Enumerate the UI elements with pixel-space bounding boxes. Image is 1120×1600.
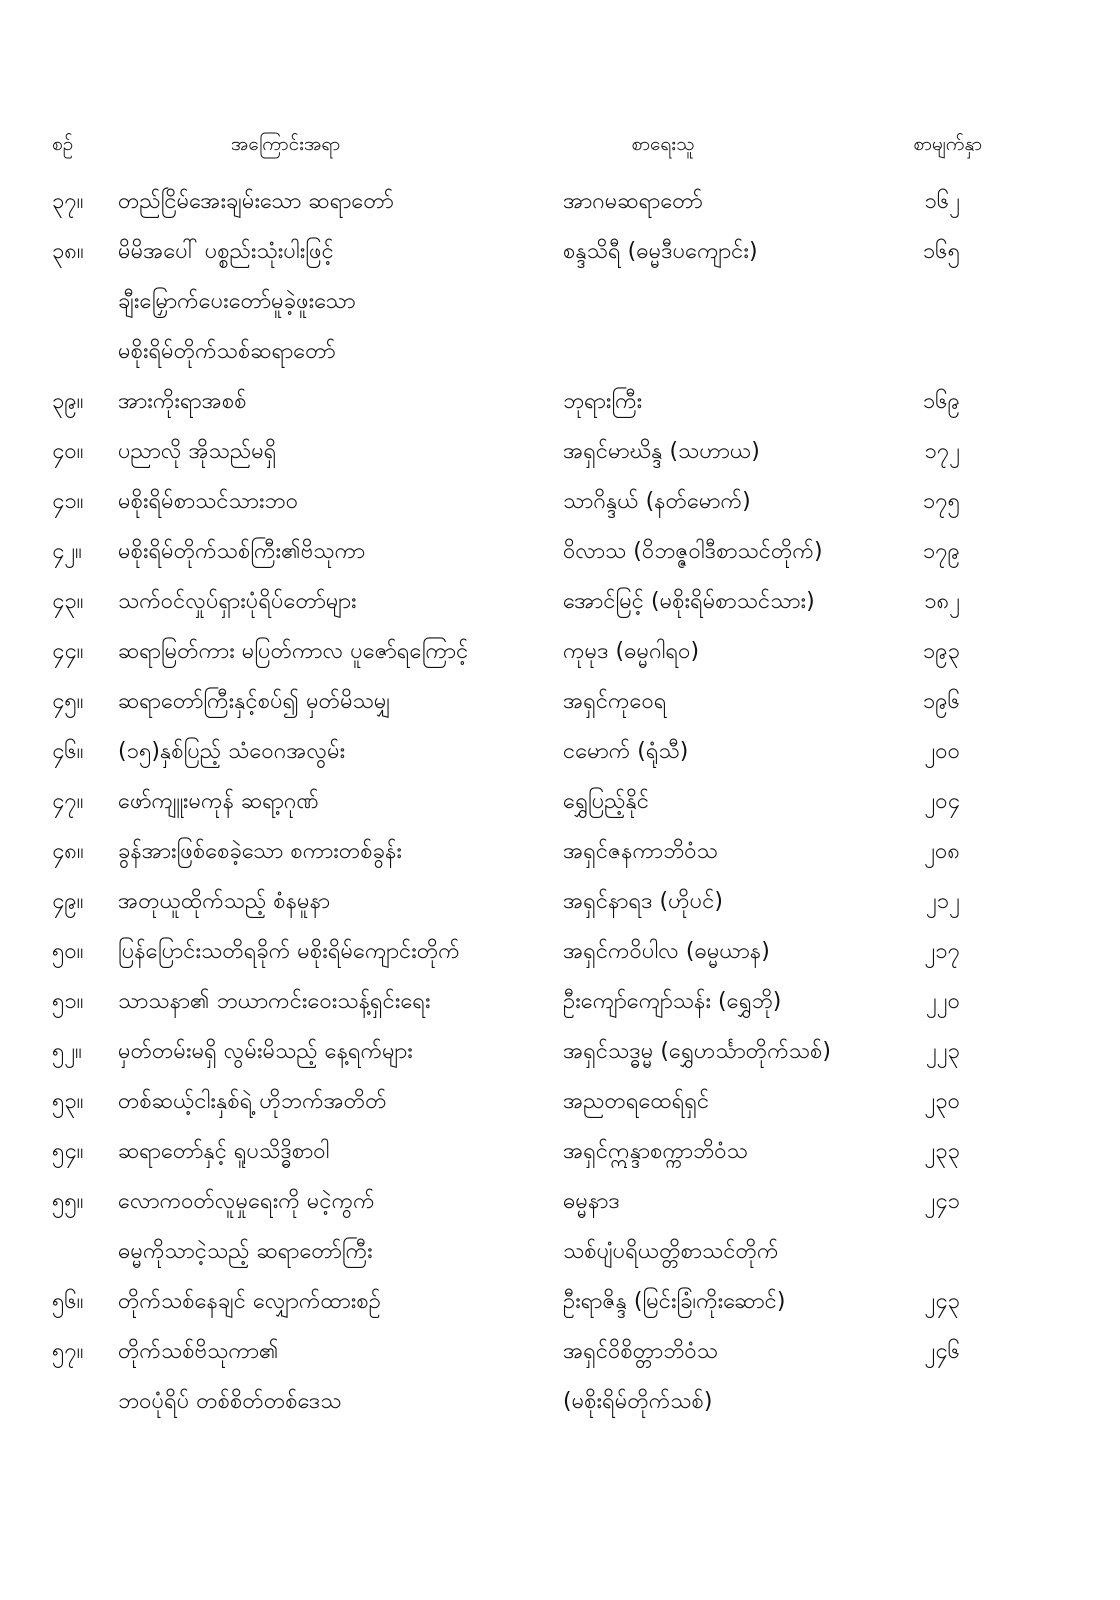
entry-page: ၁၆၂	[924, 188, 960, 214]
entry-author: အရှင်ကုဝေရ	[563, 688, 667, 714]
entry-title: တိုက်သစ်ဗိသုကာ၏	[118, 1338, 279, 1364]
table-row	[52, 1027, 982, 1077]
entry-number: ၄၈။	[52, 838, 84, 864]
entry-number: ၄၆။	[52, 738, 84, 764]
entry-author: ငမောက် (ရုံသီ)	[563, 738, 689, 764]
entry-number: ၅၆။	[52, 1288, 84, 1314]
table-row	[52, 627, 982, 677]
toc-body	[52, 177, 982, 1427]
entry-number: ၅၇။	[52, 1338, 84, 1364]
entry-number: ၅၄။	[52, 1138, 84, 1164]
table-row	[52, 577, 982, 627]
entry-page: ၁၈၂	[924, 588, 960, 614]
entry-page: ၁၉၃	[922, 638, 960, 664]
entry-title: မစိုးရိမ်တိုက်သစ်ဆရာတော်	[118, 338, 336, 364]
entry-title: ဆရာတော်နှင့် ရူပသိဒ္ဓိစာဝါ	[118, 1138, 330, 1164]
entry-title: ဆရာတော်ကြီးနှင့်စပ်၍ မှတ်မိသမျှ	[118, 688, 391, 714]
entry-title: ပညာလို အိုသည်မရှိ	[118, 438, 277, 464]
entry-author: ဓမ္မနာဒ	[563, 1188, 620, 1214]
entry-author: ဘုရားကြီး	[563, 388, 643, 414]
entry-title: ဆရာမြတ်ကား မပြတ်ကာလ ပူဇော်ရကြောင့်	[118, 638, 469, 664]
entry-number: ၅၀။	[52, 938, 84, 964]
table-row	[52, 977, 982, 1027]
entry-author: ဝိလာသ (ဝိဘဇ္ဇဝါဒီစာသင်တိုက်)	[563, 538, 823, 564]
entry-number: ၄၂။	[52, 538, 82, 564]
entry-author: ဦးကျော်ကျော်သန်း (ရွှေဘို)	[563, 988, 782, 1014]
entry-page: ၂၄၃	[924, 1288, 960, 1314]
entry-number: ၅၂။	[52, 1038, 82, 1064]
entry-page: ၂၃၃	[924, 1138, 960, 1164]
entry-title: ခွန်အားဖြစ်စေခဲ့သော စကားတစ်ခွန်း	[118, 838, 402, 864]
entry-page: ၂၄၆	[924, 1338, 960, 1364]
entry-author: အရှင်ဇနကာဘိဝံသ	[563, 838, 718, 864]
entry-page: ၁၇၅	[922, 488, 960, 514]
entry-page: ၂၃၀	[924, 1088, 960, 1114]
entry-author: အရှင်ဝိစိတ္တာဘိဝံသ	[563, 1338, 719, 1364]
table-row	[52, 777, 982, 827]
table-row	[52, 377, 982, 427]
entry-title: သာသနာ၏ ဘယာကင်းဝေးသန့်ရှင်းရေး	[118, 988, 431, 1014]
table-row	[52, 1377, 982, 1427]
entry-author: ဦးရာဇိန္ဒ (မြင်းခြံ၊ကိုးဆောင်)	[563, 1288, 786, 1314]
entry-page: ၂၁၇	[924, 938, 960, 964]
entry-author: အရှင်နာရဒ (ဟိုပင်)	[563, 888, 724, 914]
entry-title: သက်ဝင်လှုပ်ရှားပုံရိပ်တော်များ	[118, 588, 357, 614]
entry-number: ၄၅။	[52, 688, 84, 714]
entry-number: ၃၈။	[52, 238, 84, 264]
table-row	[52, 227, 982, 277]
entry-page: ၂၁၂	[926, 888, 960, 914]
entry-author: အရှင်ဣန္ဒာစက္ကာဘိဝံသ	[563, 1138, 748, 1164]
entry-author: (မစိုးရိမ်တိုက်သစ်)	[563, 1388, 713, 1414]
entry-number: ၄၃။	[52, 588, 84, 614]
entry-title: လောကဝတ်လူမှုရေးကို မငဲ့ကွက်	[118, 1188, 375, 1214]
entry-title: ပြန်ပြောင်းသတိရခိုက် မစိုးရိမ်ကျောင်းတိုက်	[118, 938, 460, 964]
entry-title: တည်ငြိမ်အေးချမ်းသော ဆရာတော်	[118, 188, 394, 214]
entry-number: ၄၄။	[52, 638, 84, 664]
entry-page: ၁၉၆	[922, 688, 960, 714]
table-row	[52, 1227, 982, 1277]
table-row	[52, 177, 982, 227]
entry-page: ၁၇၂	[924, 438, 960, 464]
entry-number: ၄၁။	[52, 488, 84, 514]
entry-title: မိမိအပေါ် ပစ္စည်းသုံးပါးဖြင့်	[118, 238, 334, 264]
entry-title: ဘဝပုံရိပ် တစ်စိတ်တစ်ဒေသ	[118, 1388, 342, 1414]
entry-author: အရှင်သဒ္ဓမ္မ (ရွှေဟင်္သာတိုက်သစ်)	[563, 1038, 831, 1064]
toc-header	[52, 128, 982, 163]
table-row	[52, 527, 982, 577]
entry-number: ၄၇။	[52, 788, 84, 814]
entry-title: အားကိုးရာအစစ်	[118, 388, 247, 414]
entry-author: ရွှေပြည့်နိုင်	[563, 788, 650, 814]
entry-page: ၂၀၄	[924, 788, 960, 814]
entry-page: ၁၆၉	[922, 388, 960, 414]
table-row	[52, 427, 982, 477]
entry-title: ဖော်ကျူးမကုန် ဆရာ့ဂုဏ်	[118, 788, 319, 814]
entry-author: သစ်ပျံပရိယတ္တိစာသင်တိုက်	[563, 1238, 779, 1264]
entry-title: မှတ်တမ်းမရှိ လွမ်းမိသည့် နေ့ရက်များ	[118, 1038, 413, 1064]
entry-title: တိုက်သစ်နေချင် လျှောက်ထားစဉ်	[118, 1288, 381, 1314]
entry-title: ဓမ္မကိုသာငဲ့သည့် ဆရာတော်ကြီး	[118, 1238, 373, 1264]
entry-author: စန္ဒသိရီ (ဓမ္မဒီပကျောင်း)	[563, 238, 758, 264]
entry-page: ၂၄၁	[924, 1188, 960, 1214]
table-of-contents	[52, 128, 982, 1427]
entry-author: သာဂိန္ဒယ် (နတ်မောက်)	[563, 488, 751, 514]
entry-page: ၂၀၀	[924, 738, 960, 764]
header-title: အကြောင်းအရာ	[230, 132, 341, 155]
table-row	[52, 277, 982, 327]
table-row	[52, 677, 982, 727]
entry-author: အညတရထေရ်ရှင်	[563, 1088, 710, 1114]
entry-page: ၂၂၀	[926, 988, 960, 1014]
table-row	[52, 1277, 982, 1327]
table-row	[52, 727, 982, 777]
table-row	[52, 1077, 982, 1127]
entry-number: ၃၉။	[52, 388, 84, 414]
entry-number: ၄၀။	[52, 438, 84, 464]
entry-page: ၁၇၉	[922, 538, 960, 564]
table-row	[52, 1327, 982, 1377]
entry-title: တစ်ဆယ့်ငါးနှစ်ရဲ့ ဟိုဘက်အတိတ်	[118, 1088, 387, 1114]
table-row	[52, 1127, 982, 1177]
entry-number: ၅၅။	[52, 1188, 84, 1214]
table-row	[52, 477, 982, 527]
entry-number: ၅၁။	[52, 988, 84, 1014]
entry-page: ၁၆၅	[922, 238, 960, 264]
entry-number: ၃၇။	[52, 188, 84, 214]
entry-author: အောင်မြင့် (မစိုးရိမ်စာသင်သား)	[563, 588, 815, 614]
table-row	[52, 927, 982, 977]
entry-number: ၄၉။	[52, 888, 84, 914]
entry-author: အရှင်မာဃိန္ဒ (သဟာယ)	[563, 438, 760, 464]
entry-author: အရှင်ကဝိပါလ (ဓမ္မယာန)	[563, 938, 770, 964]
table-row	[52, 1177, 982, 1227]
entry-title: အတုယူထိုက်သည့် စံနမူနာ	[118, 888, 331, 914]
entry-number: ၅၃။	[52, 1088, 84, 1114]
entry-page: ၂၂၃	[926, 1038, 960, 1064]
table-row	[52, 877, 982, 927]
table-row	[52, 327, 982, 377]
header-number: စဉ်	[52, 132, 74, 155]
entry-title: မစိုးရိမ်တိုက်သစ်ကြီး၏ဗိသုကာ	[118, 538, 366, 564]
header-author: စာရေးသူ	[631, 132, 695, 155]
entry-page: ၂၀၈	[924, 838, 960, 864]
entry-author: အာဂမဆရာတော်	[563, 188, 703, 214]
entry-title: မစိုးရိမ်စာသင်သားဘဝ	[118, 488, 299, 514]
header-page: စာမျက်နှာ	[913, 132, 982, 155]
entry-author: ကုမုဒ (ဓမ္မဂါရဝ)	[563, 638, 700, 664]
entry-title: (၁၅)နှစ်ပြည့် သံဝေဂအလွမ်း	[118, 738, 346, 764]
entry-title: ချီးမြှောက်ပေးတော်မူခဲ့ဖူးသော	[118, 288, 356, 314]
table-row	[52, 827, 982, 877]
